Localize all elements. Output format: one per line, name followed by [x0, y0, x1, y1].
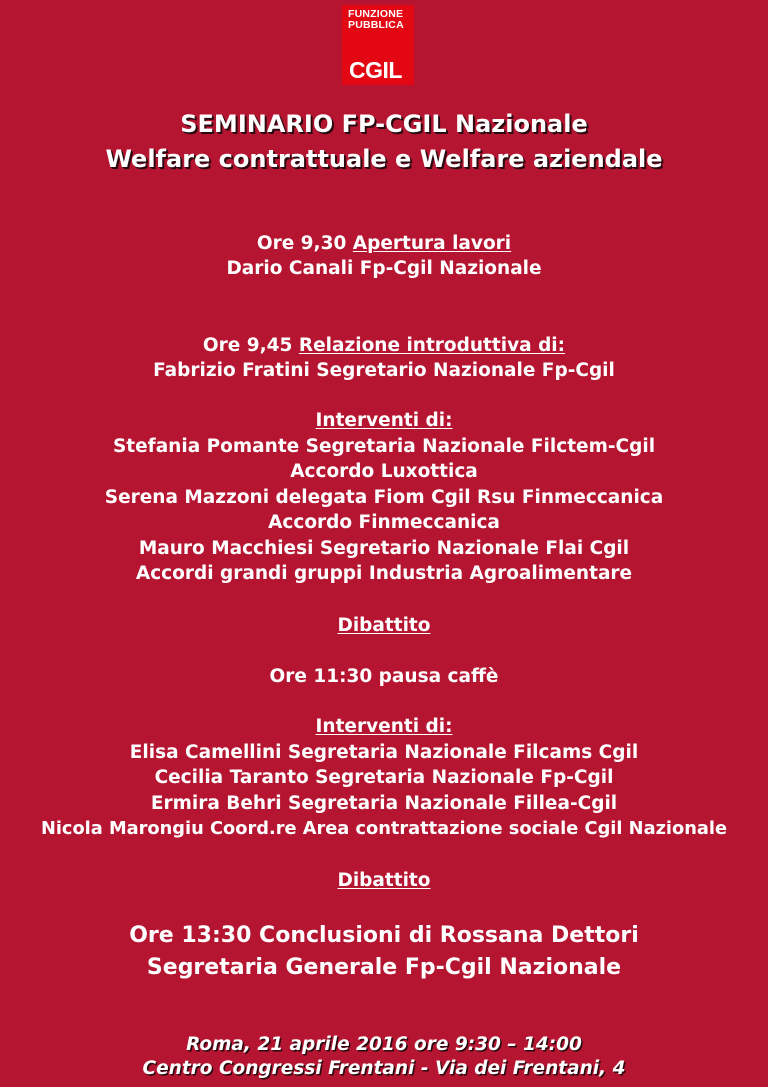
opening-time: Ore 9,30: [256, 233, 347, 254]
intro-speaker: Fabrizio Fratini Segretario Nazionale Fp-Cgil: [153, 360, 615, 381]
event-venue: Centro Congressi Frentani - Via dei Frentani, 4: [142, 1058, 626, 1079]
intro-label: Relazione introduttiva di:: [298, 335, 566, 356]
opening-speaker: Dario Canali Fp-Cgil Nazionale: [226, 258, 542, 279]
fp-cgil-logo: [342, 5, 414, 85]
event-date: Roma, 21 aprile 2016 ore 9:30 – 14:00: [186, 1034, 582, 1055]
conclusion-line-2: Segretaria Generale Fp-Cgil Nazionale: [146, 955, 622, 980]
logo-brand-cgil: CGIL: [349, 57, 402, 83]
opening-label: Apertura lavori: [352, 233, 512, 254]
speaker-line: Ermira Behri Segretaria Nazionale Fillea-Cgil: [150, 793, 618, 814]
logo-line-pubblica: PUBBLICA: [348, 19, 404, 31]
opening-line: [0, 233, 768, 255]
speaker-line: Accordo Finmeccanica: [268, 512, 500, 533]
speaker-line: Mauro Macchiesi Segretario Nazionale Flai Cgil: [138, 538, 630, 559]
speaker-line: Cecilia Taranto Segretaria Nazionale Fp-Cgil: [154, 767, 614, 788]
interventions-heading-2: Interventi di:: [315, 716, 453, 737]
intro-time: Ore 9,45: [202, 335, 293, 356]
speaker-line: Accordo Luxottica: [290, 461, 478, 482]
speaker-line: Stefania Pomante Segretaria Nazionale Filctem-Cgil: [112, 436, 656, 457]
intro-line: [0, 335, 768, 357]
speaker-line: Accordi grandi gruppi Industria Agroalimentare: [135, 563, 633, 584]
logo-line-funzione: FUNZIONE: [348, 8, 404, 20]
seminar-subtitle: Welfare contrattuale e Welfare aziendale: [105, 145, 663, 173]
speaker-line: Elisa Camellini Segretaria Nazionale Filcams Cgil: [129, 742, 639, 763]
conclusion-line-1: Ore 13:30 Conclusioni di Rossana Dettori: [129, 923, 639, 948]
coffee-break: Ore 11:30 pausa caffè: [269, 666, 499, 687]
seminar-title: SEMINARIO FP-CGIL Nazionale: [180, 110, 588, 138]
speaker-line: Nicola Marongiu Coord.re Area contrattazione sociale Cgil Nazionale: [40, 818, 728, 839]
debate-heading-2: Dibattito: [337, 870, 431, 891]
debate-heading-1: Dibattito: [337, 615, 431, 636]
speaker-line: Serena Mazzoni delegata Fiom Cgil Rsu Finmeccanica: [104, 487, 664, 508]
interventions-heading-1: Interventi di:: [315, 410, 453, 431]
